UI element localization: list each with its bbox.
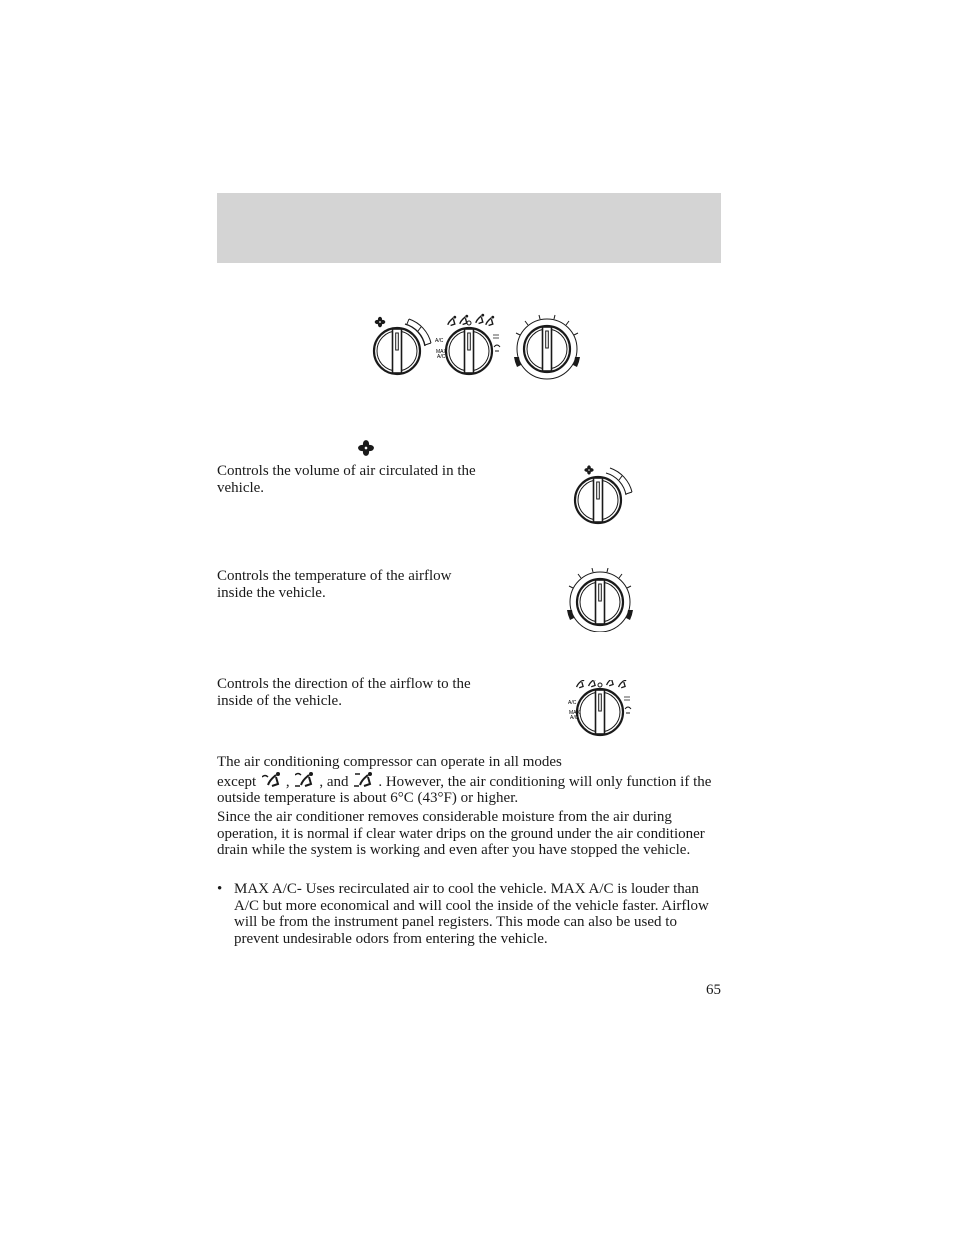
defrost-icon [493, 335, 499, 338]
panel-vent-icon [262, 771, 284, 789]
fan-speed-dial-detail [565, 464, 635, 526]
climate-control-panel-figure [360, 312, 590, 380]
panel-vent-icon [448, 316, 456, 326]
hot-band [573, 357, 580, 367]
mode-dial-detail [562, 680, 638, 738]
ac-label-detail: A/C [568, 700, 577, 706]
compressor-except: except [217, 773, 257, 790]
section-header-band [217, 193, 721, 263]
temperature-description: Controls the temperature of the airflow inside the vehicle. [217, 568, 452, 601]
icon-separator-and: , and [319, 773, 349, 790]
fan-icon [375, 317, 386, 328]
ac-label: A/C [435, 338, 444, 344]
max-ac-label-detail: A/C [570, 715, 579, 721]
compressor-paragraph [217, 754, 721, 807]
floor-defrost-icon [486, 316, 494, 326]
floor-icon [476, 314, 484, 324]
max-label: MAX [436, 349, 447, 355]
max-label-detail: MAX [569, 710, 580, 716]
icon-separator-comma: , [285, 773, 290, 790]
moisture-paragraph: Since the air conditioner removes considerable moisture from the air during operation, it is normal if clear water drips on the ground under the air conditioner drain while the system is working and even after you have stopped the vehicle. [217, 809, 705, 858]
compressor-rest: . However, the air conditioning will only function if the outside temperature is about 6°C (43°F) or higher. [217, 773, 712, 806]
temperature-dial[interactable] [514, 315, 580, 379]
windshield-icon [494, 345, 500, 351]
compressor-line1: The air conditioning compressor can operate in all modes [217, 754, 562, 770]
panel-floor-icon [295, 771, 317, 789]
max-ac-label: A/C [437, 354, 446, 360]
temperature-dial-detail [562, 568, 638, 632]
cold-band [514, 357, 521, 367]
bullet-marker: • [217, 881, 223, 897]
mode-dial[interactable] [435, 314, 500, 374]
panel-floor-icon [460, 315, 468, 325]
page-number: 65 [706, 982, 721, 998]
fan-speed-dial[interactable] [374, 317, 431, 374]
fan-description: Controls the volume of air circulated in the vehicle. [217, 463, 476, 496]
bullet-max-ac: MAX A/C- Uses recirculated air to cool the vehicle. MAX A/C is louder than A/C but more economical and will cool the inside of the vehicle faster. Airflow will be from the instrument panel registers. This mode can also be used to prevent undesirable odors from entering the vehicle. [234, 881, 709, 947]
floor-icon [354, 771, 376, 789]
mode-description: Controls the direction of the airflow to the inside of the vehicle. [217, 676, 471, 709]
fan-section-icon [356, 438, 376, 458]
